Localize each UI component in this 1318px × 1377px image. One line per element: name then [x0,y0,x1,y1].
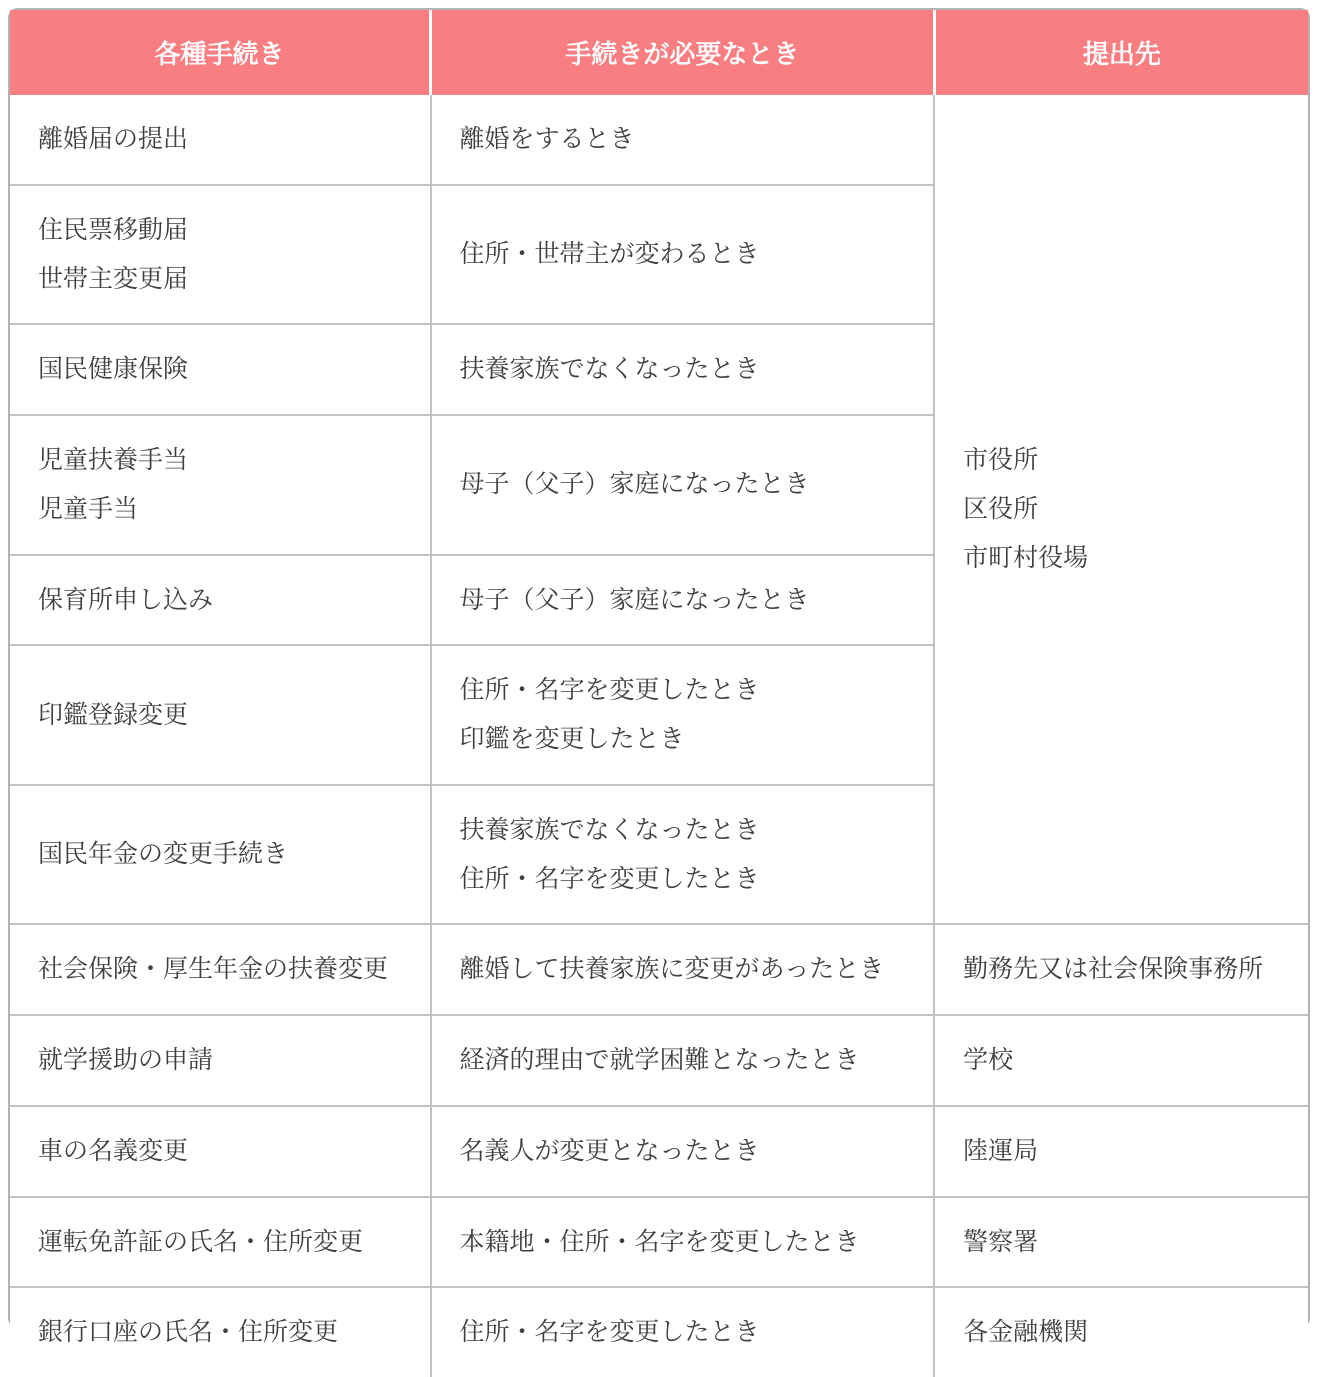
cell-when [431,1197,935,1288]
cell-when [431,95,935,185]
procedures-table-card [8,8,1310,1347]
cell-destination-merged [934,95,1308,924]
cell-procedure [10,95,431,185]
cell-text: 国民年金の変更手続き [38,840,289,869]
column-header-when: 手続きが必要なとき [431,10,935,95]
cell-when [431,1015,935,1106]
cell-text: 扶養家族でなくなったとき [459,815,760,844]
cell-procedure [10,415,431,555]
cell-text: 学校 [963,1046,1014,1074]
cell-when [431,555,935,646]
cell-text: 離婚届の提出 [38,125,189,153]
table-row [10,1015,1308,1106]
cell-destination [934,1197,1308,1288]
cell-procedure [10,1106,431,1197]
cell-text: 名義人が変更となったとき [459,1136,760,1165]
cell-destination [934,924,1308,1015]
cell-text: 住所・名字を変更したとき [459,676,760,705]
cell-when [431,185,935,325]
cell-procedure [10,1287,431,1377]
cell-text: 離婚をするとき [459,125,635,153]
cell-text: 各金融機関 [963,1318,1089,1347]
cell-text: 住所・名字を変更したとき [459,864,760,893]
cell-when [431,1106,935,1197]
cell-procedure [10,324,431,415]
cell-text: 母子（父子）家庭になったとき [459,470,810,499]
cell-text: 児童手当 [38,494,139,523]
cell-text: 印鑑を変更したとき [459,725,685,753]
column-header-destination: 提出先 [934,10,1308,95]
cell-text: 区役所 [963,494,1039,523]
cell-when [431,415,935,555]
cell-text: 住民票移動届 [38,215,189,244]
cell-when [431,324,935,415]
cell-procedure [10,555,431,646]
cell-procedure [10,924,431,1015]
table-row [10,1287,1308,1377]
column-header-procedure: 各種手続き [10,10,431,95]
cell-when [431,645,935,785]
table-row [10,95,1308,185]
header-row [10,10,1308,95]
cell-text: 陸運局 [963,1136,1039,1165]
cell-text: 保育所申し込み [38,585,214,614]
cell-text: 世帯主変更届 [38,264,189,293]
cell-procedure [10,1197,431,1288]
cell-text: 就学援助の申請 [38,1046,214,1074]
cell-text: 住所・世帯主が変わるとき [459,240,760,269]
cell-text: 市町村役場 [963,543,1089,572]
cell-text: 離婚して扶養家族に変更があったとき [459,955,885,984]
table-row [10,924,1308,1015]
cell-text: 勤務先又は社会保険事務所 [963,955,1264,984]
table-row [10,1197,1308,1288]
procedures-table [10,10,1308,1377]
cell-text: 車の名義変更 [38,1136,189,1165]
cell-text: 銀行口座の氏名・住所変更 [38,1318,339,1347]
cell-text: 運転免許証の氏名・住所変更 [38,1227,364,1256]
cell-text: 国民健康保険 [38,355,189,384]
cell-text: 扶養家族でなくなったとき [459,355,760,384]
cell-text: 印鑑登録変更 [38,700,189,729]
cell-text: 経済的理由で就学困難となったとき [459,1046,860,1074]
cell-procedure [10,645,431,785]
cell-destination [934,1015,1308,1106]
cell-when [431,924,935,1015]
cell-when [431,1287,935,1377]
cell-text: 母子（父子）家庭になったとき [459,585,810,614]
cell-procedure [10,1015,431,1106]
cell-procedure [10,785,431,925]
cell-text: 社会保険・厚生年金の扶養変更 [38,955,389,984]
table-row [10,1106,1308,1197]
cell-destination [934,1287,1308,1377]
cell-text: 警察署 [963,1227,1039,1256]
cell-text: 児童扶養手当 [38,446,189,474]
cell-when [431,785,935,925]
cell-procedure [10,185,431,325]
cell-text: 本籍地・住所・名字を変更したとき [459,1227,860,1256]
cell-text: 住所・名字を変更したとき [459,1318,760,1347]
cell-text: 市役所 [963,446,1039,474]
cell-destination [934,1106,1308,1197]
